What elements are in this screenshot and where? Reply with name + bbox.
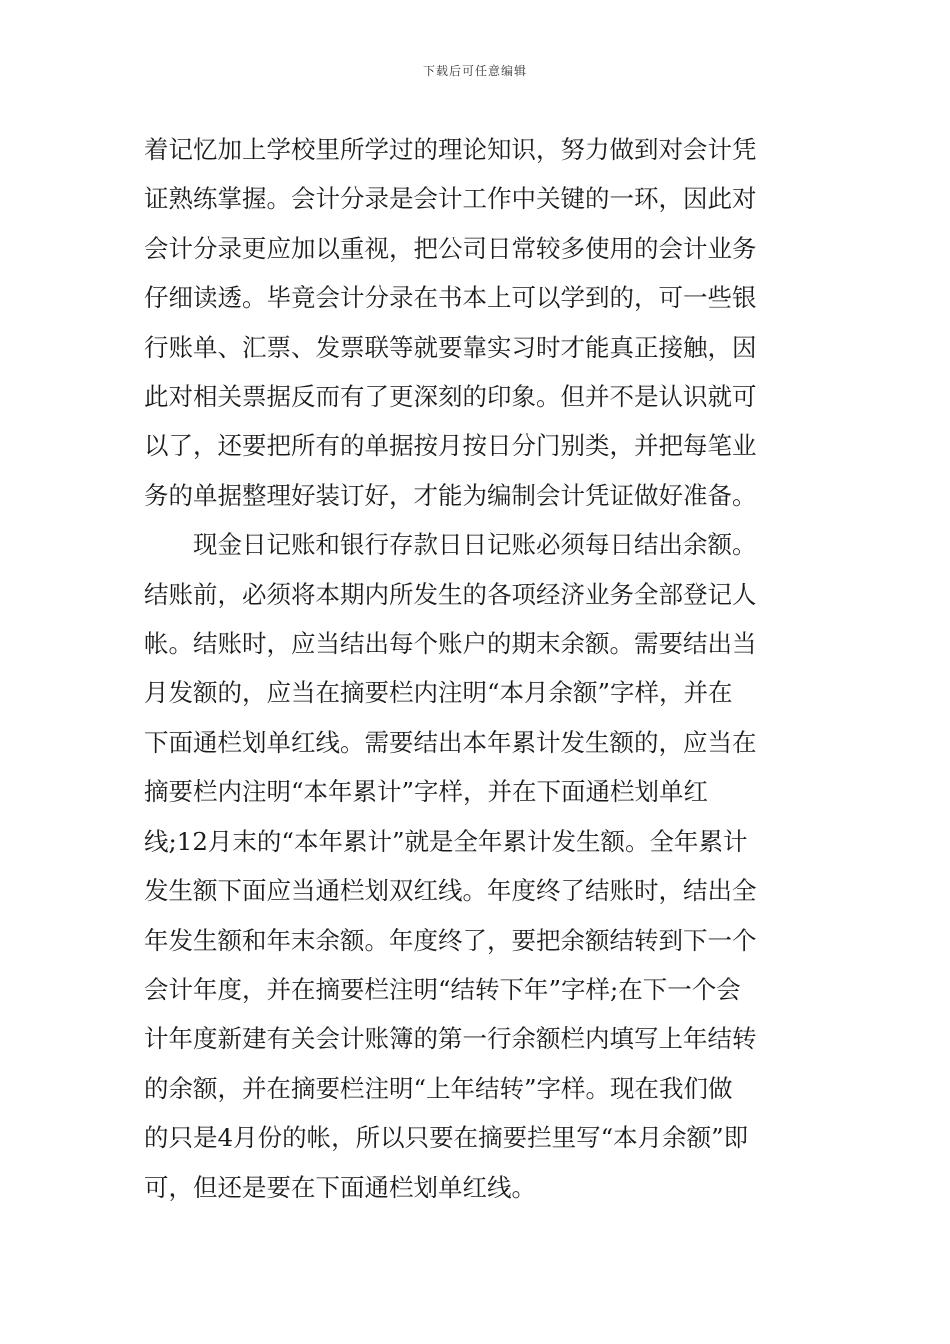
text-line: 摘要栏内注明“本年累计”字样，并在下面通栏划单红 [144,777,709,807]
text-line: 的只是4月份的帐，所以只要在摘要拦里写“本月余额”即 [144,1123,749,1153]
text-line: 现金日记账和银行存款日日记账必须每日结出余额。 [193,530,757,560]
text-line: 此对相关票据反而有了更深刻的印象。但并不是认识就可 [144,382,757,412]
text-line: 帐。结账时，应当结出每个账户的期末余额。需要结出当 [144,629,757,659]
text-line: 着记忆加上学校里所学过的理论知识，努力做到对会计凭 [144,135,757,164]
text-line: 的余额，并在摘要栏注明“上年结转”字样。现在我们做 [144,1073,733,1103]
page-header: 下载后可任意编辑 [422,64,527,78]
text-line: 以了，还要把所有的单据按月按日分门别类，并把每笔业 [144,431,757,461]
paragraph-1 [144,125,808,520]
text-line: 仔细读透。毕竟会计分录在书本上可以学到的，可一些银 [144,283,757,313]
text-line: 发生额下面应当通栏划双红线。年度终了结账时，结出全 [144,876,757,906]
text-line: 线;12月末的“本年累计”就是全年累计发生额。全年累计 [144,826,748,856]
text-line: 年发生额和年末余额。年度终了，要把余额结转到下一个 [144,925,757,955]
text-line: 务的单据整理好装订好，才能为编制会计凭证做好准备。 [144,480,757,510]
text-line: 会计年度，并在摘要栏注明“结转下年”字样;在下一个会 [144,974,741,1004]
text-line: 结账前，必须将本期内所发生的各项经济业务全部登记人 [144,579,757,609]
text-line: 下面通栏划单红线。需要结出本年累计发生额的，应当在 [144,727,757,757]
text-line: 计年度新建有关会计账簿的第一行余额栏内填写上年结转 [144,1024,757,1054]
text-line: 证熟练掌握。会计分录是会计工作中关键的一环，因此对 [144,184,757,214]
paragraph-2 [144,520,808,1212]
text-line: 可，但还是要在下面通栏划单红线。 [144,1172,536,1202]
text-line: 会计分录更应加以重视，把公司日常较多使用的会计业务 [144,233,757,263]
text-line: 行账单、汇票、发票联等就要靠实习时才能真正接触，因 [144,332,757,362]
text-line: 月发额的，应当在摘要栏内注明“本月余额”字样，并在 [144,678,733,708]
document-body [144,125,808,1212]
